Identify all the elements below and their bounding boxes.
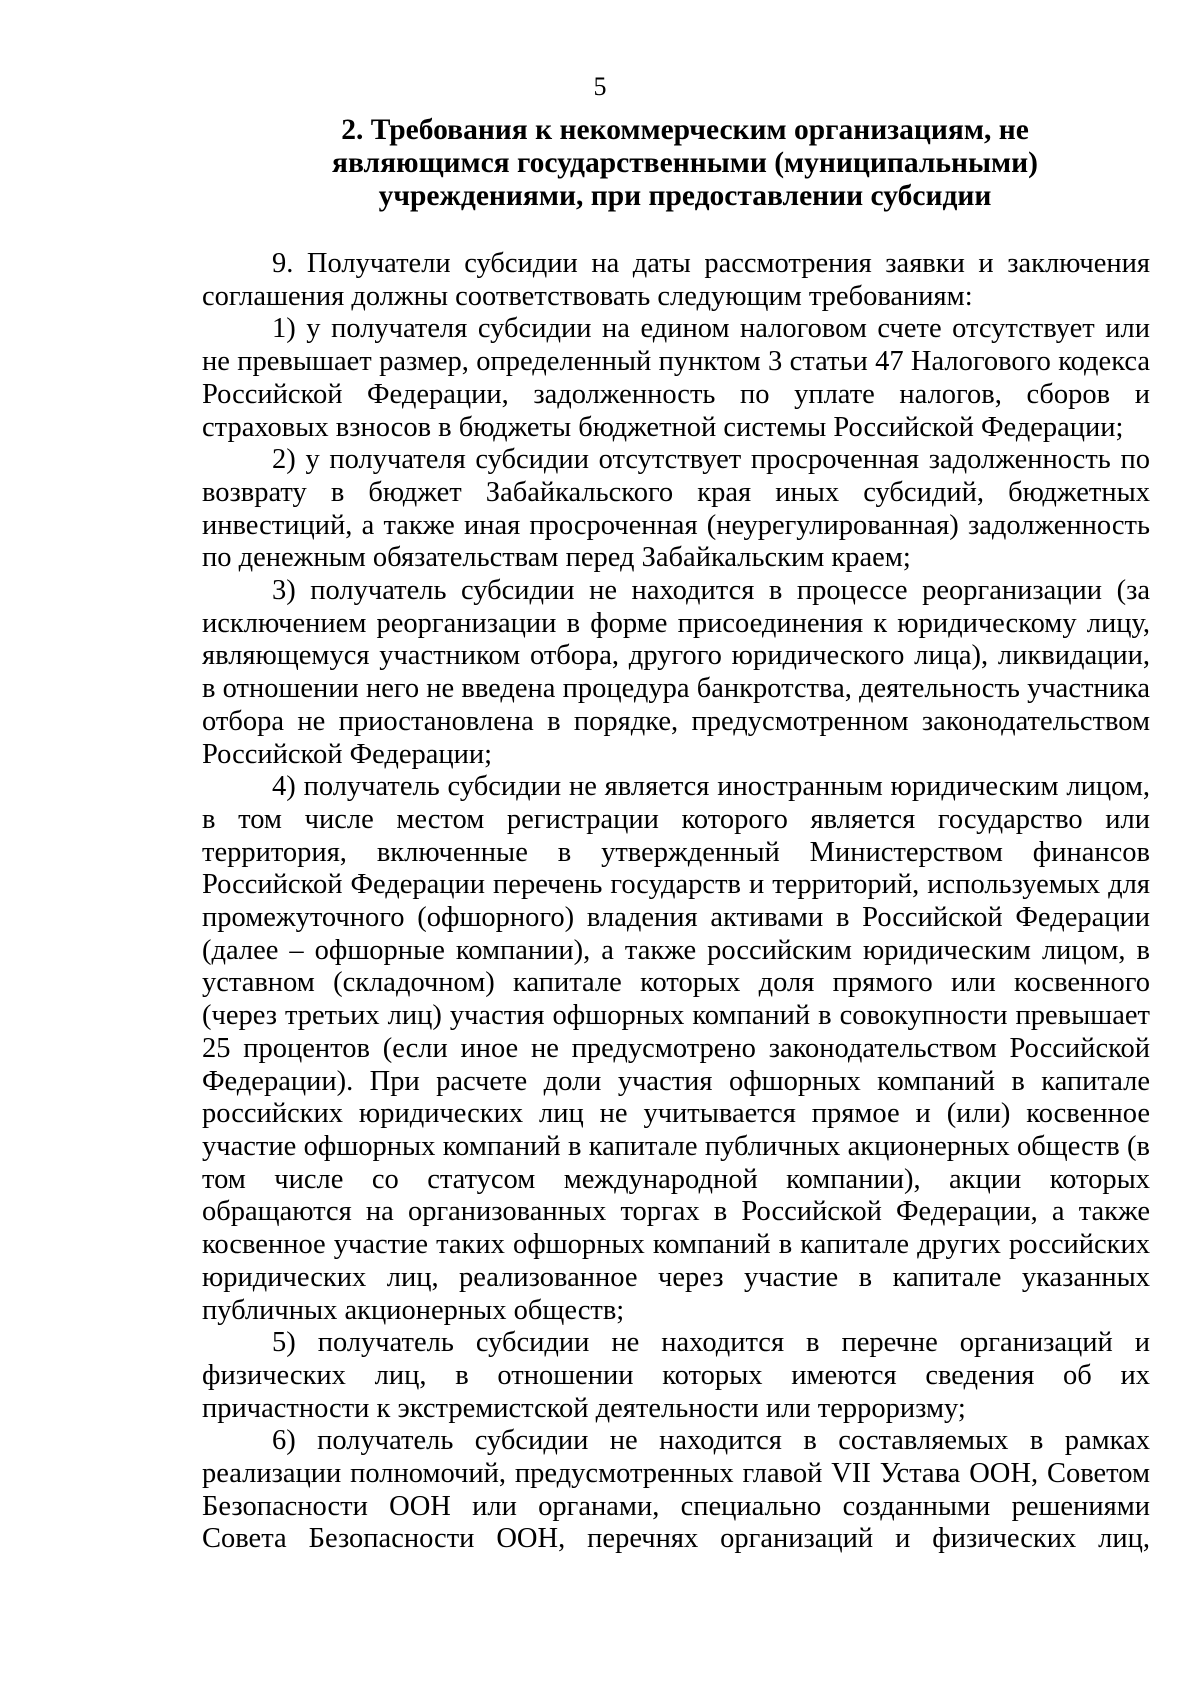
paragraph-subitem-2: 2) у получателя субсидии отсутствует просроченная задолженность по возврату в бюджет Забайкальского края иных субсидий, бюджетных инвестиций, а также иная просроченная (неурегулированная) задолженность по денежным обязательствам перед Забайкальским краем; xyxy=(202,444,1150,574)
page-number: 5 xyxy=(593,72,607,101)
paragraph-subitem-5: 5) получатель субсидии не находится в перечне организаций и физических лиц, в отношении которых имеются сведения об их причастности к экстремистской деятельности или терроризму; xyxy=(202,1327,1150,1424)
paragraph-subitem-1: 1) у получателя субсидии на едином налоговом счете отсутствует или не превышает размер, определенный пунктом 3 статьи 47 Налогового кодекса Российской Федерации, задолженность по уплате налогов, сборов и страховых взносов в бюджеты бюджетной системы Российской Федерации; xyxy=(202,313,1150,443)
section-heading: 2. Требования к некоммерческим организациям, не являющимся государственными (муниципальными) учреждениями, при предоставлении субсидии xyxy=(332,114,1038,212)
paragraph-subitem-3: 3) получатель субсидии не находится в процессе реорганизации (за исключением реорганизации в форме присоединения к юридическому лицу, являющемуся участником отбора, другого юридического лица), ликвидации, в отношении него не введена процедура банкротства, деятельность участника отбора не приостановлена в порядке, предусмотренном законодательством Российской Федерации; xyxy=(202,575,1150,770)
paragraph-item-9: 9. Получатели субсидии на даты рассмотрения заявки и заключения соглашения должны соответствовать следующим требованиям: xyxy=(202,248,1150,312)
paragraph-subitem-6: 6) получатель субсидии не находится в составляемых в рамках реализации полномочий, предусмотренных главой VII Устава ООН, Советом Безопасности ООН или органами, специально созданными решениями Совета Безопасности ООН, перечнях организаций и физических лиц, xyxy=(202,1425,1150,1555)
document-body xyxy=(202,248,1150,1556)
paragraph-subitem-4: 4) получатель субсидии не является иностранным юридическим лицом, в том числе местом регистрации которого является государство или территория, включенные в утвержденный Министерством финансов Российской Федерации перечень государств и территорий, используемых для промежуточного (офшорного) владения активами в Российской Федерации (далее – офшорные компании), а также российским юридическим лицом, в уставном (складочном) капитале которых доля прямого или косвенного (через третьих лиц) участия офшорных компаний в совокупности превышает 25 процентов (если иное не предусмотрено законодательством Российской Федерации). При расчете доли участия офшорных компаний в капитале российских юридических лиц не учитывается прямое и (или) косвенное участие офшорных компаний в капитале публичных акционерных обществ (в том числе со статусом международной компании), акции которых обращаются на организованных торгах в Российской Федерации, а также косвенное участие таких офшорных компаний в капитале других российских юридических лиц, реализованное через участие в капитале указанных публичных акционерных обществ; xyxy=(202,771,1150,1326)
